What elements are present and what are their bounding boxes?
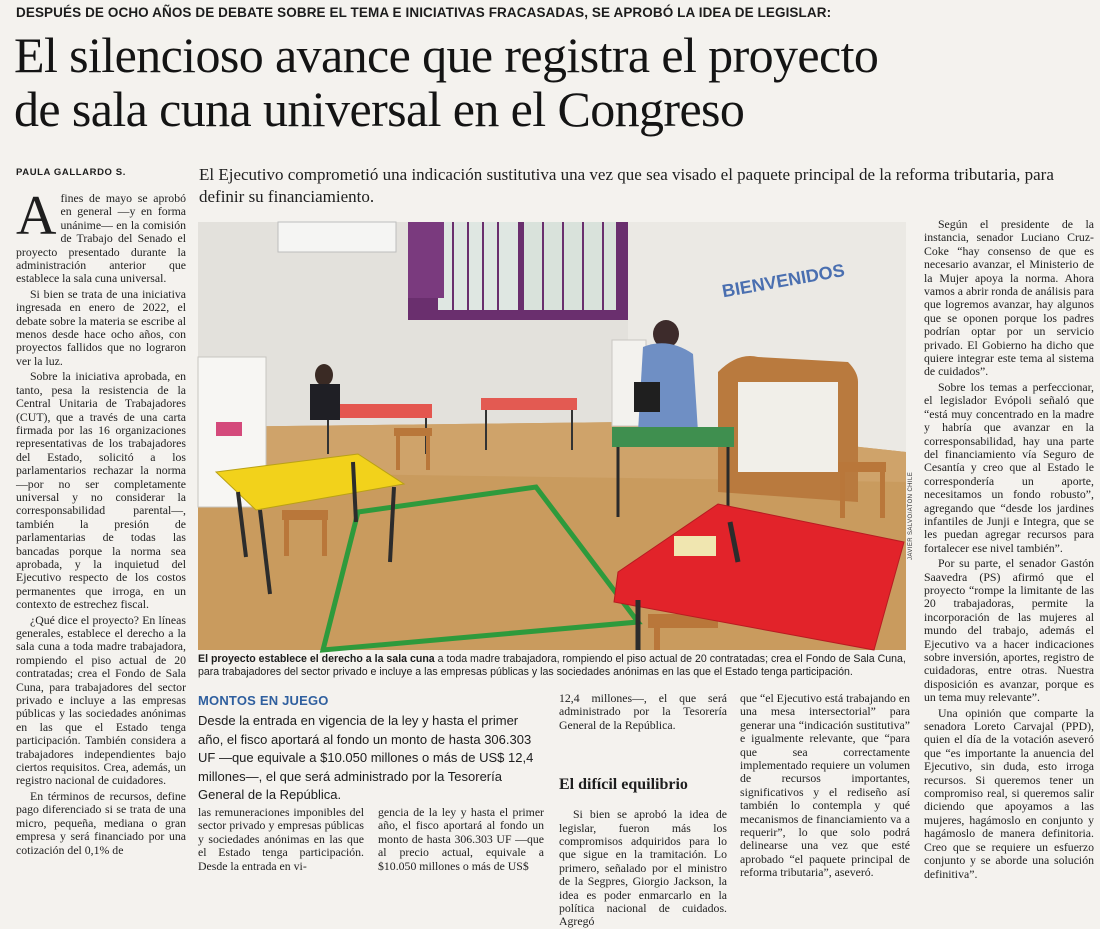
paragraph [16,185,186,286]
paragraph: Por su parte, el senador Gastón Saavedra (PS) afirmó que el proyecto “rompe la limitante de las 20 trabajadoras, permite la incorporación de las mujeres al mundo del trabajo, además el Ejecutivo va a hacer indicaciones sobre inversión, aportes, registro de cuidadoras, entre otras. Nuestra disposición es avanzar, porque es un tema muy relevante”. [924,556,1094,705]
paragraph: las remuneraciones imponibles del sector privado y empresas públicas y sociedades anónimas en las que el Estado tenga participación. Desde la entrada en vi- [198,805,364,873]
subhead: El Ejecutivo comprometió una indicación sustitutiva una vez que sea visado el paquete principal de la reforma tributaria, para definir su financiamiento. [199,165,1054,206]
paragraph-text: fines de mayo se aprobó en general —y en forma unánime— en la comisión de Trabajo del Senado el proyecto presentado durante la administración anterior que establece la sala cuna universal. [16,191,186,286]
dropcap: A [16,185,57,247]
box-text: Desde la entrada en vigencia de la ley y hasta el primer año, el fisco aportará al fondo un monto de hasta 306.303 UF —que equivale a $10.050 millones o más de US$ 12,4 millones—, el que será administrado por la Tesorería General de la República. [198,713,534,803]
kicker: DESPUÉS DE OCHO AÑOS DE DEBATE SOBRE EL TEMA E INICIATIVAS FRACASADAS, SE APROBÓ LA IDEA DE LEGISLAR: [16,5,832,20]
photo-caption [198,653,910,678]
section-heading: El difícil equilibrio [559,776,688,794]
headline [14,28,1094,136]
paragraph: 12,4 millones—, el que será administrado por la Tesorería General de la República. [559,691,727,732]
article-column-2 [198,806,364,888]
classroom-photo [198,222,906,650]
paragraph: Sobre la iniciativa aprobada, en tanto, pesa la resistencia de la Central Unitaria de Trabajadores (CUT), que a través de una carta firmada por las 16 organizaciones representativas de los trabajadores del Estado, solicitó a los parlamentarios rechazar la norma —por no ser completamente universal y no considerar la corresponsabilidad parental—, también la presión de parlamentarias de todas las bancadas porque la norma sea aprobada, y la inquietud del Ejecutivo respecto de los costos permanentes que irroga, en un contexto de estrechez fiscal. [16,369,186,612]
paragraph: gencia de la ley y hasta el primer año, el fisco aportará al fondo un monto de hasta 306.303 UF —que al precio actual, equivale a $10.050 millones o más de US$ [378,805,544,873]
box-heading: MONTOS EN JUEGO [198,693,329,708]
article-column-1 [16,185,186,887]
paragraph: Una opinión que comparte la senadora Loreto Carvajal (PPD), quien el día de la votación aseveró que “es importante la anuencia del Ejecutivo, sin duda, esto irroga recursos. Si queremos tener un compromiso real, si queremos salir diciendo que apoyamos a las mujeres, hagámoslo en conjunto y hagámoslo de manera definitoria. Creo que se requiere un esfuerzo conjunto y se aborde una solución definitiva”. [924,705,1094,881]
article-column-4 [559,691,727,929]
article-column-5 [740,692,910,888]
paragraph: En términos de recursos, define pago diferenciado si se trata de una micro, pequeña, mediana o gran empresa y será financiado por una cotización del 0,1% de [16,788,186,857]
caption-lead: El proyecto establece el derecho a la sala cuna [198,653,435,665]
headline-line-1: El silencioso avance que registra el proyecto [14,27,879,83]
paragraph: Sobre los temas a perfeccionar, el legislador Evópoli señaló que “está muy concentrado en la madre y habría que avanzar en la corresponsabilidad, hay una parte del financiamiento vía Seguro de Cesantía y creo que al Estado le correspondería un aporte, necesitamos un fondo robusto”, agregando que “desde los jardines infantiles de Junji e Integra, que se les puedan agregar recursos para fortalecer ese nivel también”. [924,379,1094,555]
paragraph: ¿Qué dice el proyecto? En líneas generales, establece el derecho a la sala cuna a toda madre trabajadora, rompiendo el piso actual de 20 contratadas; crea el Fondo de Sala Cuna, para trabajadores del sector privado e incluye a las empresas públicas y las sociedades anónimas en las que el Estado tenga participación. También considera a trabajadores independientes bajo ciertos requisitos. Crea, además, un registro nacional de cuidadores. [16,612,186,788]
article-column-3 [378,806,544,888]
photo-credit: JAVIER SALVO/ATON CHILE [908,471,914,560]
paragraph: Si bien se trata de una iniciativa ingresada en enero de 2022, el debate sobre la materia se escribe al menos desde hace ocho años, con proyectos fallidos que no lograron ver la luz. [16,286,186,368]
headline-line-2: de sala cuna universal en el Congreso [14,81,745,137]
paragraph: Según el presidente de la instancia, senador Luciano Cruz-Coke “hay consenso de que es necesario avanzar, el Ministerio de la Mujer apoya la norma. Ahora vamos a abrir ronda de análisis para que logremos avanzar, hay algunos que se oponen porque los padres podrían optar por un servicio privado. El Gobierno ha dicho que quiere integrar este tema al sistema de cuidados”. [924,217,1094,379]
welcome-banner: BIENVENIDOS [720,260,847,302]
caption-text: a toda madre trabajadora, rompiendo el piso actual de 20 contratadas; crea el Fondo de Sala Cuna, para trabajadores del sector privado e incluye a las empresas públicas y las sociedades anónimas en las que el Estado tenga participación. [198,653,906,678]
byline: PAULA GALLARDO S. [16,167,126,178]
paragraph: Si bien se aprobó la idea de legislar, fueron más los compromisos adquiridos para lo que sigue en la tramitación. Lo primero, señalado por el ministro de la Segpres, Giorgio Jackson, la idea es poder enmarcarlo en la política nacional de cuidados. Agregó [559,807,727,929]
paragraph: que “el Ejecutivo está trabajando en una mesa intersectorial” para generar una “indicación sustitutiva” e igualmente relevante, que “para que sea correctamente implementado requiere un volumen de recursos importantes, significativos y el rediseño así también lo contempla y qué mecanismos de financiamiento va a requerir”, lo que solo podrá delinearse una vez que esté aprobado “el paquete principal de reforma tributaria”, aseveró. [740,691,910,880]
article-column-6 [924,218,1094,886]
